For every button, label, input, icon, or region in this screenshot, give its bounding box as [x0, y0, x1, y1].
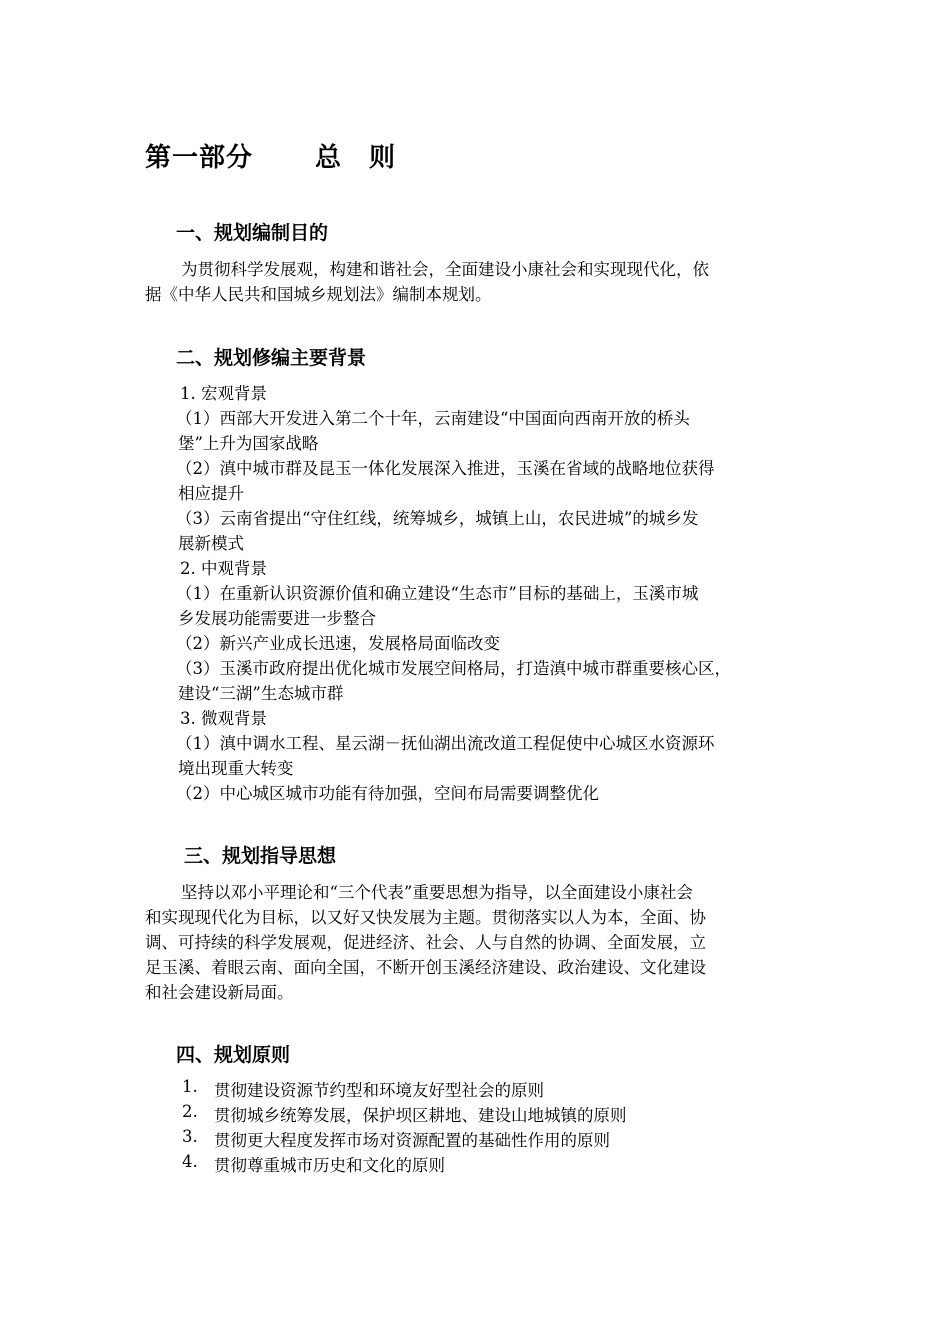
paragraph-line: （1）滇中调水工程、星云湖－抚仙湖出流改道工程促使中心城区水资源环 — [176, 734, 715, 753]
section-heading-purpose: 一、规划编制目的 — [176, 222, 329, 244]
part-title-label: 第一部分 — [145, 143, 254, 173]
paragraph-line: （3）云南省提出“守住红线，统筹城乡，城镇上山，农民进城”的城乡发 — [176, 509, 699, 528]
paragraph-line: 建设“三湖”生态城市群 — [178, 684, 344, 703]
part-subtitle: 总 则 — [315, 143, 397, 173]
paragraph-line: 和社会建设新局面。 — [145, 983, 294, 1002]
paragraph-line: （2）中心城区城市功能有待加强，空间布局需要调整优化 — [176, 784, 599, 803]
paragraph-line: （2）新兴产业成长迅速，发展格局面临改变 — [176, 634, 500, 653]
paragraph-line: 足玉溪、着眼云南、面向全国，不断开创玉溪经济建设、政治建设、文化建设 — [145, 958, 706, 977]
subheading-micro: 3. 微观背景 — [180, 709, 267, 728]
list-item-text: 贯彻城乡统筹发展，保护坝区耕地、建设山地城镇的原则 — [214, 1106, 627, 1125]
paragraph-line: （1）在重新认识资源价值和确立建设“生态市”目标的基础上，玉溪市城 — [176, 584, 699, 603]
paragraph-line: 堡”上升为国家战略 — [178, 434, 319, 453]
paragraph-line: 据《中华人民共和国城乡规划法》编制本规划。 — [145, 285, 492, 304]
section-heading-guiding: 三、规划指导思想 — [184, 845, 337, 867]
subheading-macro: 1. 宏观背景 — [180, 384, 267, 403]
list-item-text: 贯彻尊重城市历史和文化的原则 — [214, 1156, 445, 1175]
paragraph-line: 为贯彻科学发展观，构建和谐社会，全面建设小康社会和实现现代化，依 — [181, 260, 709, 279]
section-heading-background: 二、规划修编主要背景 — [176, 347, 367, 369]
paragraph-line: （1）西部大开发进入第二个十年，云南建设“中国面向西南开放的桥头 — [176, 409, 690, 428]
paragraph-line: 境出现重大转变 — [178, 759, 294, 778]
part-title — [145, 137, 396, 174]
paragraph-line: 乡发展功能需要进一步整合 — [178, 609, 376, 628]
paragraph-line: 坚持以邓小平理论和“三个代表”重要思想为指导，以全面建设小康社会 — [181, 883, 693, 902]
subheading-meso: 2. 中观背景 — [180, 559, 267, 578]
paragraph-line: （3）玉溪市政府提出优化城市发展空间格局，打造滇中城市群重要核心区， — [176, 659, 731, 678]
list-item-text: 贯彻建设资源节约型和环境友好型社会的原则 — [214, 1081, 544, 1100]
paragraph-line: 和实现现代化为目标，以又好又快发展为主题。贯彻落实以人为本，全面、协 — [145, 908, 706, 927]
list-item-number: 1. — [182, 1077, 198, 1096]
paragraph-line: 展新模式 — [178, 534, 244, 553]
paragraph-line: 相应提升 — [178, 484, 244, 503]
section-heading-principles: 四、规划原则 — [176, 1044, 291, 1066]
paragraph-line: 调、可持续的科学发展观，促进经济、社会、人与自然的协调、全面发展，立 — [145, 933, 706, 952]
list-item-number: 2. — [182, 1102, 198, 1121]
list-item-number: 4. — [182, 1152, 198, 1171]
list-item-number: 3. — [182, 1127, 198, 1146]
paragraph-line: （2）滇中城市群及昆玉一体化发展深入推进，玉溪在省域的战略地位获得 — [176, 459, 715, 478]
list-item-text: 贯彻更大程度发挥市场对资源配置的基础性作用的原则 — [214, 1131, 610, 1150]
